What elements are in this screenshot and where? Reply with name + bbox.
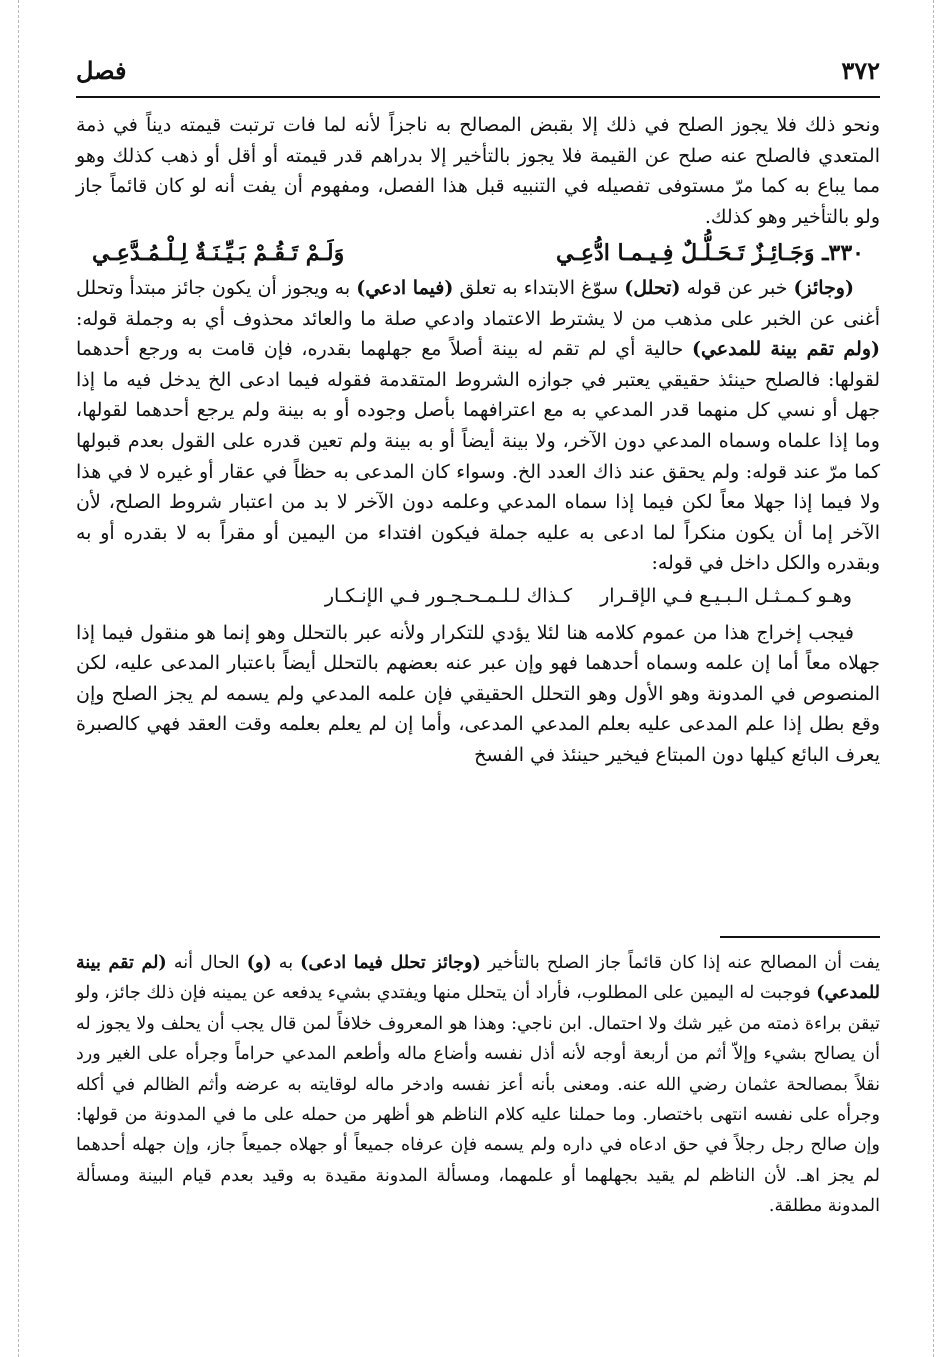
text-run: يفت أن المصالح عنه إذا كان قائماً جاز الصلح بالتأخير: [480, 953, 880, 973]
keyword: (ولم تقم بينة للمدعي): [691, 338, 880, 361]
running-head: فصل: [76, 56, 127, 85]
text-run: الحال أنه: [166, 953, 247, 973]
quoted-verse-first: وهـو كـمـثـل الـبـيـع فـي الإقـرار: [600, 584, 852, 607]
paragraph-3: فيجب إخراج هذا من عموم كلامه هنا لئلا يؤدي للتكرار ولأنه عبر بالتحلل وهو إنما هو منقول فيما إذا جهلاه معاً أما إن علمه وسماه أحدهما فهو وإن عبر عنه بعضهم بالتحلل أيضاً باعتبار المدعى عليه، لكن المنصوص في المدونة وهو الأول وهو التحلل الحقيقي فإن علمه المدعي ولم يسمه لم يجز الصلح وإن وقع بطل إذا علم المدعى عليه بعلم المدعي المدعى، وأما إن لم يعلم بعلمه وقت العقد فهي كالصبرة يعرف البائع كيلها دون المبتاع فيخير حينئذ في الفسخ: [76, 621, 880, 766]
verse-hemistich-first: ٣٣٠ـ وَجَـائِـزٌ تَـحَـلُّـلٌ فِـيـمـا ادُّعِـي: [556, 240, 864, 267]
keyword: (لم تقم بينة للمدعي): [76, 953, 880, 1004]
text-run: سوّغ الابتداء به تعلق: [453, 276, 625, 299]
footnote: [76, 948, 880, 1222]
keyword: (وجائز): [793, 276, 854, 299]
text-run: به ويجوز أن يكون جائز مبتدأ وتحلل أغنى عن الخبر على مذهب من لا يشترط الاعتماد وادعي صلة ما والعائد محذوف أي به وجملة قوله:: [76, 276, 880, 330]
paragraph-1: ونحو ذلك فلا يجوز الصلح في ذلك إلا بقبض المصالح به ناجزاً لأنه لما فات ترتبت قيمته ديناً في ذمة المتعدي فالصلح عنه صلح عن القيمة فلا يجوز بالتأخير إلا بدراهم قدر قيمته أو أقل أو ذهب كذلك وهو مما يباع به كما مرّ مستوفى تفصيله في التنبيه قبل هذا الفصل، ومفهوم أن يفت أنه لو كان قائماً جاز ولو بالتأخير وهو كذلك.: [76, 114, 880, 228]
quoted-verse: [76, 581, 880, 612]
quoted-verse-second: كـذاك لـلـمـحـجـور فـي الإنـكـار: [324, 584, 573, 607]
page-number: ٣٧٢: [841, 56, 880, 85]
footnote-rule: [720, 936, 880, 938]
text-run: حالية أي لم تقم له بينة أصلاً مع جهلهما بقدره، فإن قامت به ورجع أحدهما لقولها: فالصلح حينئذ حقيقي يعتبر في جوازه الشروط المتقدمة فقوله فيما ادعى الخ يدخل فيه ما إذا جهل أو نسي كل منهما قدر المدعي به مع اعترافهما بأصل وجوده أو به بينة ولم يرجع أحدهما لقولها، وما إذا علماه وسماه المدعي دون الآخر، ولا بينة أيضاً أو به بينة ولم تعين قدره على القول بعدم قبولها كما مرّ عند قوله: ولم يحقق عند ذاك العدد الخ. وسواء كان المدعى به حظاً في عقار أو غيره لا في هذا ولا فيما إذا جهلا معاً لكن فيما إذا سماه المدعي وعلمه دون الآخر لا بد من اعتبار شروط الصلح، لأن الآخر إما أن يكون منكراً لما ادعى به عليه جملة فيكون افتداء من اليمين أو مقراً به لا بقدره أو به وبقدره والكل داخل في قوله:: [76, 338, 880, 575]
text-run: خبر عن قوله: [680, 276, 794, 299]
keyword: (وجائز تحلل فيما ادعى): [300, 953, 481, 973]
main-text: [76, 110, 880, 770]
keyword: (تحلل): [624, 276, 681, 299]
verse-330: [76, 238, 880, 269]
verse-hemistich-second: وَلَـمْ تَـقُـمْ بَـيِّـنَـةٌ لِـلْـمُـدَّعِـي: [92, 240, 345, 267]
scan-edge-left: [18, 0, 19, 1357]
header-rule: [76, 96, 880, 98]
keyword: (فيما ادعي): [356, 276, 454, 299]
paragraph-2: [76, 273, 880, 579]
page-header: [76, 52, 880, 90]
text-run: به: [271, 953, 301, 973]
keyword: (و): [246, 953, 272, 973]
text-run: فوجبت له اليمين على المطلوب، فأراد أن يتحلل منها ويفتدي بشيء يدفعه عن يمينه فإن ذلك جائز، ولو تيقن براءة ذمته من غير شك ولا احتمال. ابن ناجي: وهذا هو المعروف خلافاً لمن قال يجب أن يحلف ولا يجوز له أن يصالح بشيء وإلاّ أثم من أربعة أوجه لأنه أذل نفسه وأضاع ماله وأطعم المدعي حراماً وجرأه على الغير ورد نقلاً بمصالحة عثمان رضي الله عنه. ومعنى بأنه أعز نفسه وادخر ماله لوقايته به عرضه وأثم الظالم في أكله وجرأه على نفسه انتهى باختصار. وما حملنا عليه كلام الناظم هو أظهر من حمله على ما في المدونة من قولها: وإن صالح رجل رجلاً في حق ادعاه في داره ولم يسمه فإن عرفاه جميعاً أو جهلاه جميعاً جاز، وإن جهله أحدهما لم يجز اهـ. لأن الناظم لم يقيد بجهلهما أو علمهما، ومسألة المدونة مقيدة به وقيد بعدم قيام البينة ومسألة المدونة مطلقة.: [76, 983, 880, 1217]
scan-edge-right: [933, 0, 934, 1357]
